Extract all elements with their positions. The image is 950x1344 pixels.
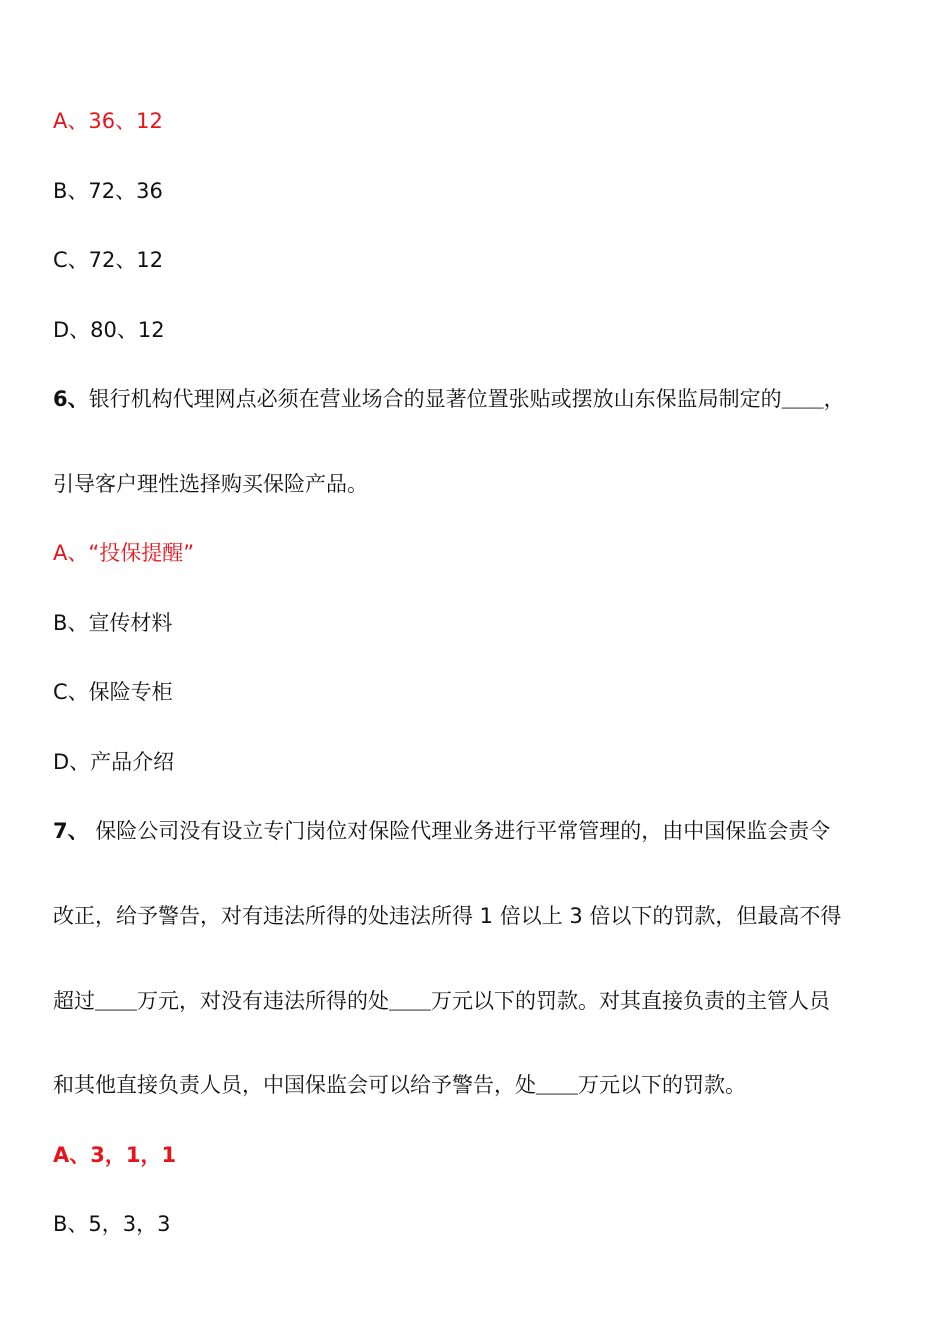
q7-option-a: A、3，1，1 (53, 1143, 177, 1167)
q5-option-d: D、80、12 (53, 318, 165, 342)
q7-question-line-2: 改正，给予警告，对有违法所得的处违法所得 1 倍以上 3 倍以下的罚款，但最高不得 (53, 904, 842, 928)
q7-text-line-1: 保险公司没有设立专门岗位对保险代理业务进行平常管理的，由中国保监会责令 (88, 819, 831, 843)
q7-question-line-4: 和其他直接负责人员，中国保监会可以给予警告，处＿＿万元以下的罚款。 (53, 1073, 746, 1097)
q7-question-line-1 (53, 816, 830, 846)
q6-option-a: A、“投保提醒” (53, 541, 195, 565)
q5-option-a: A、36、12 (53, 109, 163, 133)
q7-question-line-3: 超过＿＿万元，对没有违法所得的处＿＿万元以下的罚款。对其直接负责的主管人员 (53, 989, 830, 1013)
q6-option-b: B、宣传材料 (53, 611, 173, 635)
q5-option-b: B、72、36 (53, 179, 163, 203)
q7-number: 7、 (53, 819, 89, 843)
q6-number: 6、 (53, 387, 89, 411)
q6-option-d: D、产品介绍 (53, 750, 175, 774)
q6-question-line-2: 引导客户理性选择购买保险产品。 (53, 472, 368, 496)
q5-option-c: C、72、12 (53, 248, 164, 272)
q6-question-line-1 (53, 384, 845, 414)
q6-text-line-1: 银行机构代理网点必须在营业场合的显著位置张贴或摆放山东保监局制定的＿＿， (88, 387, 845, 411)
q6-option-c: C、保险专柜 (53, 680, 173, 704)
q7-option-b: B、5，3，3 (53, 1212, 171, 1236)
